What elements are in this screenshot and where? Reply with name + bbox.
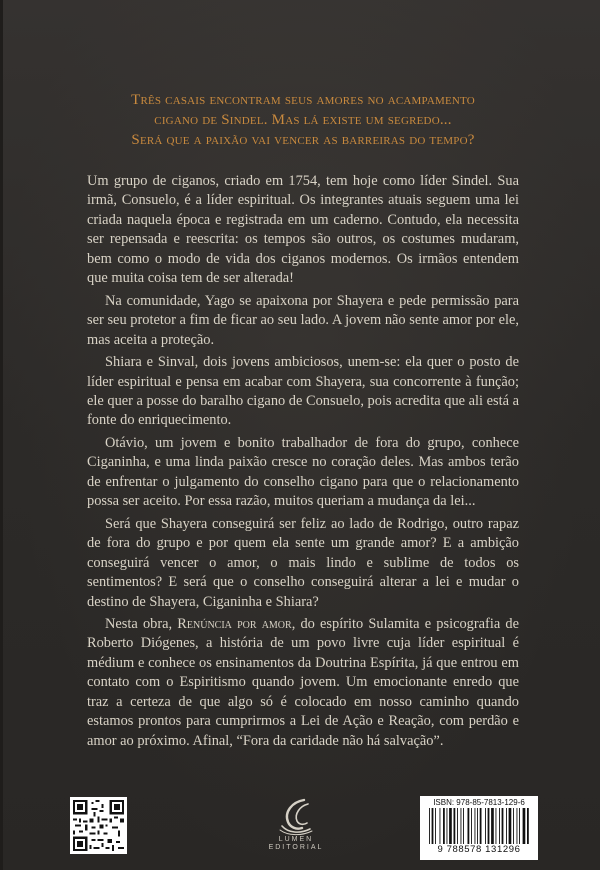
tagline-line-1: Três casais encontram seus amores no acampamento (131, 92, 475, 108)
barcode-bar (513, 808, 514, 844)
synopsis-paragraph-3: Shiara e Sinval, dois jovens ambiciosos, unem-se: ela quer o posto de líder espiritual e pensa em acabar com Shayera, sua concorrente à função; ele quer a posse do baralho cigano de Consuelo, pois acredita que ali está a fonte do enriquecimento. (87, 354, 519, 429)
tagline (3, 90, 600, 150)
barcode-bar (468, 808, 470, 844)
synopsis-paragraph-4: Otávio, um jovem e bonito trabalhador de fora do grupo, conhece Ciganinha, e uma linda paixão cresce no coração deles. Mas ambos terão de enfrentar o julgamento do conselho cigano para que o relacionamento possa ser aceito. Por essa razão, muitos queriam a mudança da lei... (87, 434, 519, 510)
barcode-bar (443, 808, 445, 844)
barcode-bar (523, 808, 526, 844)
barcode-icon (427, 808, 531, 844)
barcode-bar (432, 808, 434, 844)
publisher-subname: EDITORIAL (268, 844, 324, 851)
barcode-bar (454, 808, 456, 844)
isbn-label: ISBN: 978-85-7813-129-6 (433, 798, 525, 807)
barcode-number: 9 788578 131296 (437, 844, 521, 855)
paragraph-6-rest: , do espírito Sulamita e psicografia de Roberto Diógenes, a história de um povo livre cuja líder espiritual é médium e conhece os ensinamentos da Doutrina Espírita, já que entrou em contato com o Espiritismo quando jovem. Um emocionante enredo que traz a certeza de que algo só é colocado em nosso caminho quando estamos prontos para cumprirmos a Lei de Ação e Reação, com perdão e amor ao próximo. Afinal, “Fora da caridade não há salvação”. (87, 615, 519, 749)
barcode-bar (471, 808, 472, 844)
barcode-bar (440, 808, 441, 844)
synopsis-paragraph-1: Um grupo de ciganos, criado em 1754, tem hoje como líder Sindel. Sua irmã, Consuelo, é a líder espiritual. Os integrantes atuais seguem uma lei criada naquela época e registrada em um caderno. Contudo, ela necessita ser repensada e reescrita: os tempos são outros, os costumes mudaram, bem como o modo de vida dos ciganos modernos. Os irmãos entendem que muita coisa tem de ser alterada! (87, 173, 519, 287)
barcode-bar (457, 808, 458, 844)
barcode-bar (480, 808, 482, 844)
barcode-bar (509, 808, 512, 844)
tagline-line-3: Será que a paixão vai vencer as barreiras do tempo? (131, 132, 475, 148)
barcode-bar (502, 808, 504, 844)
barcode-bar (435, 808, 436, 844)
barcode-bar (519, 808, 520, 844)
barcode-bar (491, 808, 494, 844)
synopsis-paragraph-6 (87, 615, 519, 751)
isbn-barcode (420, 796, 538, 860)
paragraph-6-intro: Nesta obra, (105, 615, 178, 632)
publisher-logo (261, 796, 331, 860)
synopsis-paragraph-2: Na comunidade, Yago se apaixona por Shayera e pede permissão para ser seu protetor a fim de ficar ao seu lado. A jovem não sente amor por ele, mas aceita a proteção. (87, 292, 519, 348)
barcode-bar (461, 808, 462, 844)
barcode-bar (477, 808, 478, 844)
barcode-bar (449, 808, 452, 844)
lumen-swirl-icon (274, 796, 318, 836)
synopsis-paragraph-5: Será que Shayera conseguirá ser feliz ao lado de Rodrigo, outro rapaz de fora do grupo e por quem ela sente um grande amor? E a ambição conseguirá vencer o amor, o mais lindo e sublime de todos os sentimentos? E será que o conselho conseguirá alterar a lei e mudar o destino de Shayera, Ciganinha e Shiara? (87, 515, 519, 610)
tagline-line-2: cigano de Sindel. Mas lá existe um segredo... (154, 112, 452, 128)
barcode-bar (496, 808, 497, 844)
barcode-bar (463, 808, 464, 844)
barcode-bar (429, 808, 430, 844)
qr-code-icon (70, 797, 127, 854)
publisher-name: LUMEN (278, 836, 314, 843)
barcode-bar (527, 808, 529, 844)
barcode-bar (488, 808, 490, 844)
barcode-bar (499, 808, 500, 844)
barcode-bar (506, 808, 507, 844)
book-title: Renúncia por amor (177, 615, 292, 632)
barcode-bar (475, 808, 476, 844)
synopsis (87, 172, 519, 754)
barcode-bar (447, 808, 448, 844)
barcode-bar (517, 808, 518, 844)
barcode-bar (485, 808, 486, 844)
